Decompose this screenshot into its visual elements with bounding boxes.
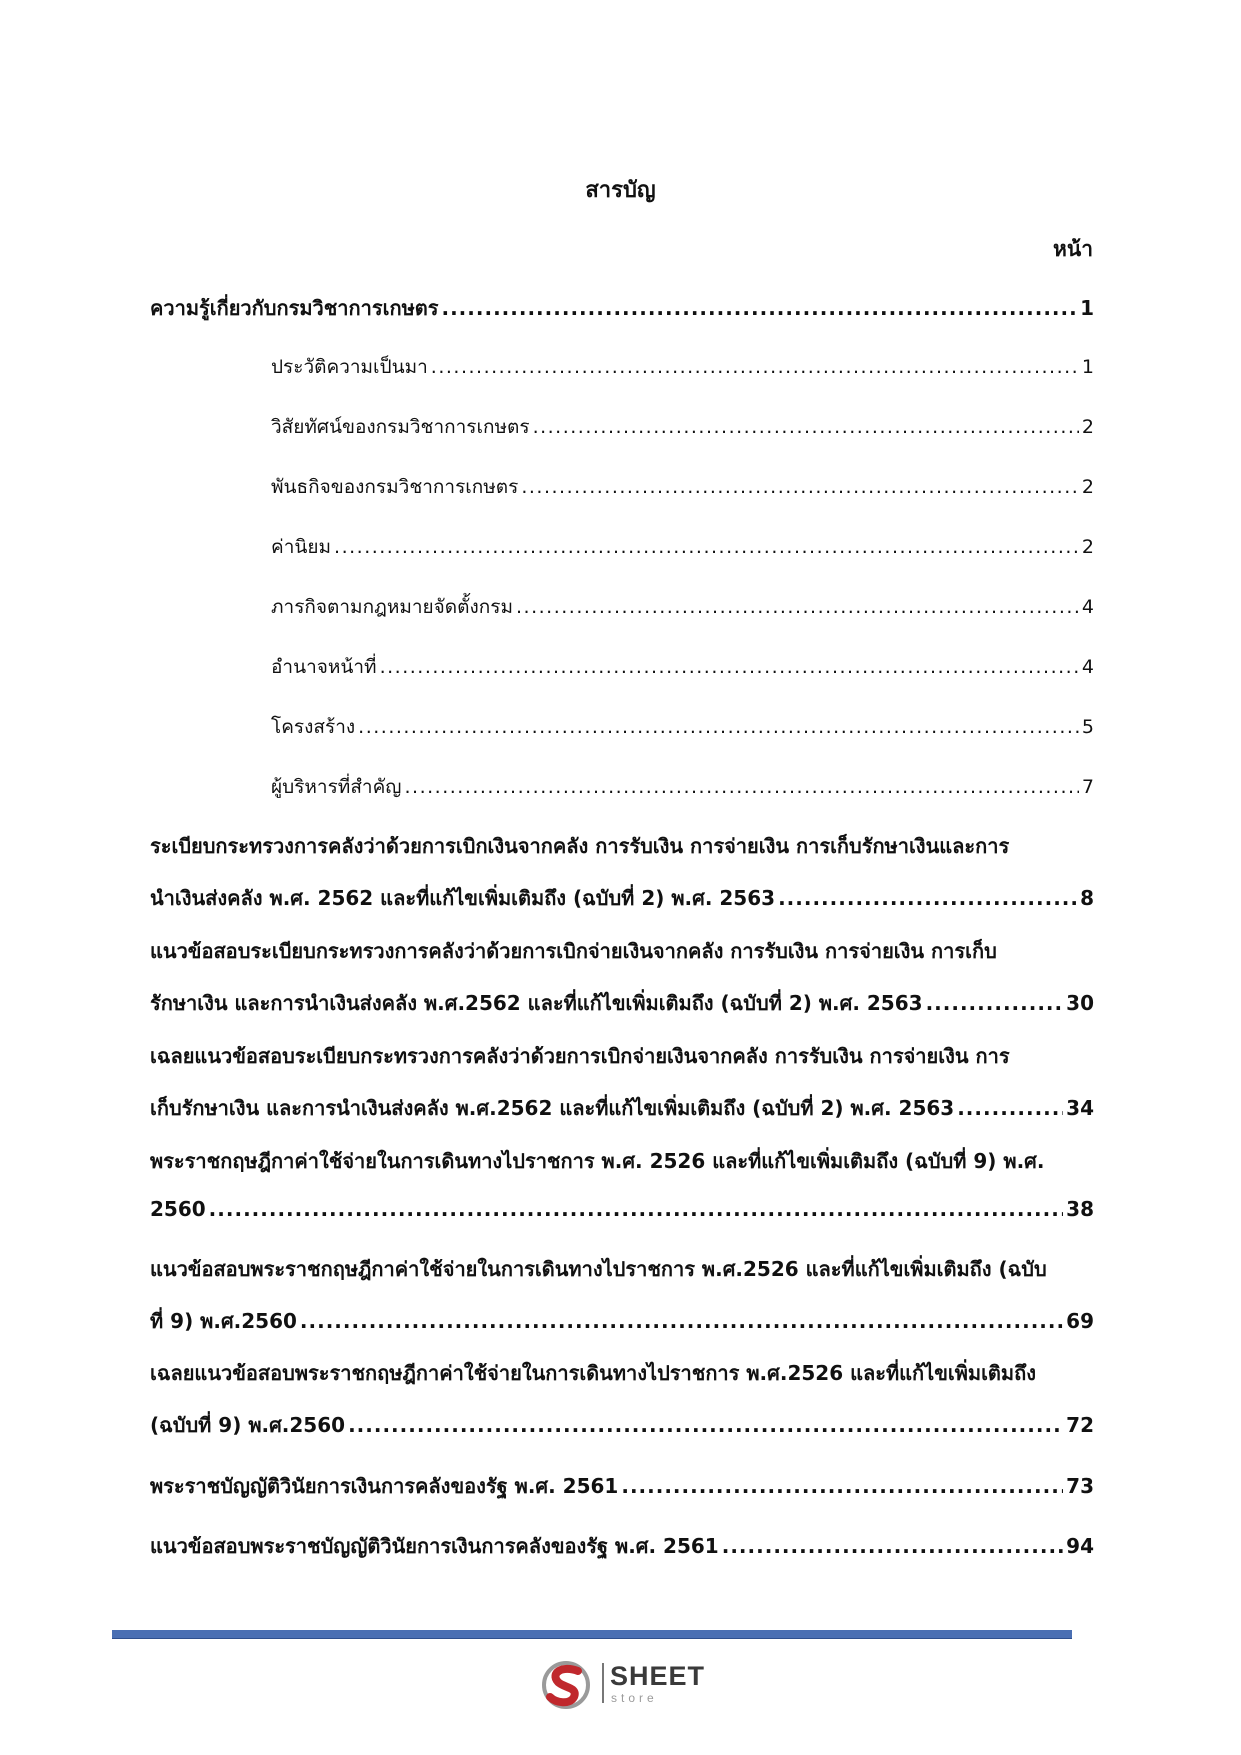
toc-entry[interactable] — [150, 1092, 1094, 1124]
toc-entry-text: 2560 — [150, 1197, 206, 1221]
toc-entry-page: 7 — [1081, 776, 1094, 798]
leader-dots — [348, 1413, 1063, 1437]
toc-entry[interactable] — [271, 772, 1094, 802]
toc-entry-page: 1 — [1081, 356, 1094, 378]
toc-entry-text: นำเงินส่งคลัง พ.ศ. 2562 และที่แก้ไขเพิ่มเติมถึง (ฉบับที่ 2) พ.ศ. 2563 — [150, 886, 776, 910]
toc-entry-text: ที่ 9) พ.ศ.2560 — [150, 1309, 297, 1333]
toc-entry[interactable] — [271, 652, 1094, 682]
toc-entry-text: ประวัติความเป็นมา — [271, 356, 428, 378]
leader-dots — [441, 296, 1077, 320]
toc-entry-text: ภารกิจตามกฎหมายจัดตั้งกรม — [271, 596, 513, 618]
toc-entry-text: พันธกิจของกรมวิชาการเกษตร — [271, 476, 519, 498]
toc-entry[interactable] — [150, 292, 1094, 324]
toc-entry-page: 5 — [1081, 716, 1094, 738]
toc-entry[interactable] — [150, 1305, 1094, 1337]
toc-entry-page: 69 — [1066, 1309, 1094, 1333]
toc-entry[interactable] — [271, 592, 1094, 622]
toc-entry[interactable] — [150, 1409, 1094, 1441]
toc-entry-line1: แนวข้อสอบพระราชกฤษฎีกาค่าใช้จ่ายในการเดินทางไปราชการ พ.ศ.2526 และที่แก้ไขเพิ่มเติมถึง (ฉบับ — [150, 1257, 1047, 1281]
leader-dots — [431, 356, 1079, 378]
toc-entry[interactable] — [150, 1470, 1094, 1502]
toc-entry-page: 4 — [1081, 596, 1094, 618]
leader-dots — [926, 991, 1064, 1015]
leader-dots — [334, 536, 1079, 558]
logo-separator — [602, 1663, 604, 1703]
toc-entry-text: โครงสร้าง — [271, 716, 356, 738]
toc-entry-page: 30 — [1066, 991, 1094, 1015]
toc-entry-text: รักษาเงิน และการนำเงินส่งคลัง พ.ศ.2562 และที่แก้ไขเพิ่มเติมถึง (ฉบับที่ 2) พ.ศ. 2563 — [150, 991, 923, 1015]
toc-entry-line1: เฉลยแนวข้อสอบพระราชกฤษฎีกาค่าใช้จ่ายในการเดินทางไปราชการ พ.ศ.2526 และที่แก้ไขเพิ่มเติมถึง — [150, 1361, 1036, 1385]
sheet-store-logo-mark-icon — [538, 1657, 598, 1713]
toc-entry-page: 2 — [1081, 416, 1094, 438]
leader-dots — [778, 886, 1077, 910]
page-column-header: หน้า — [1053, 237, 1093, 261]
leader-dots — [380, 656, 1079, 678]
toc-entry-page: 2 — [1081, 476, 1094, 498]
toc-entry-page: 2 — [1081, 536, 1094, 558]
toc-entry-page: 1 — [1080, 296, 1094, 320]
toc-entry-text: พระราชบัญญัติวินัยการเงินการคลังของรัฐ พ.ศ. 2561 — [150, 1474, 619, 1498]
toc-entry-text: ความรู้เกี่ยวกับกรมวิชาการเกษตร — [150, 296, 439, 320]
leader-dots — [621, 1474, 1063, 1498]
toc-entry-text: ผู้บริหารที่สำคัญ — [271, 776, 402, 798]
toc-entry-page: 73 — [1066, 1474, 1094, 1498]
toc-entry[interactable] — [150, 882, 1094, 914]
toc-entry-text: อำนาจหน้าที่ — [271, 656, 377, 678]
toc-title: สารบัญ — [585, 178, 656, 203]
leader-dots — [405, 776, 1079, 798]
leader-dots — [521, 476, 1079, 498]
leader-dots — [533, 416, 1079, 438]
toc-entry[interactable] — [150, 1197, 1094, 1221]
toc-entry-text: วิสัยทัศน์ของกรมวิชาการเกษตร — [271, 416, 530, 438]
leader-dots — [209, 1197, 1063, 1221]
toc-entry-page: 72 — [1066, 1413, 1094, 1437]
toc-entry[interactable] — [271, 472, 1094, 502]
toc-entry-page: 8 — [1080, 886, 1094, 910]
footer-divider — [112, 1630, 1072, 1639]
logo-wordmark: SHEET — [610, 1661, 706, 1691]
toc-entry-line1: แนวข้อสอบระเบียบกระทรวงการคลังว่าด้วยการเบิกจ่ายเงินจากคลัง การรับเงิน การจ่ายเงิน การเก็บ — [150, 939, 997, 963]
toc-entry[interactable] — [271, 532, 1094, 562]
toc-entry-line1: เฉลยแนวข้อสอบระเบียบกระทรวงการคลังว่าด้วยการเบิกจ่ายเงินจากคลัง การรับเงิน การจ่ายเงิน การ — [150, 1044, 1010, 1068]
leader-dots — [358, 716, 1079, 738]
toc-entry-text: (ฉบับที่ 9) พ.ศ.2560 — [150, 1413, 346, 1437]
toc-entry-text: เก็บรักษาเงิน และการนำเงินส่งคลัง พ.ศ.2562 และที่แก้ไขเพิ่มเติมถึง (ฉบับที่ 2) พ.ศ. 2563 — [150, 1096, 955, 1120]
toc-entry-page: 94 — [1066, 1534, 1094, 1558]
toc-entry[interactable] — [150, 1530, 1094, 1562]
sheet-store-logo — [538, 1657, 718, 1713]
leader-dots — [722, 1534, 1063, 1558]
logo-subtext: store — [611, 1691, 658, 1705]
toc-entry[interactable] — [271, 412, 1094, 442]
toc-entry-line1: ระเบียบกระทรวงการคลังว่าด้วยการเบิกเงินจากคลัง การรับเงิน การจ่ายเงิน การเก็บรักษาเงินและการ — [150, 834, 1010, 858]
leader-dots — [957, 1096, 1063, 1120]
toc-entry-page: 34 — [1066, 1096, 1094, 1120]
toc-entry-line1: พระราชกฤษฎีกาค่าใช้จ่ายในการเดินทางไปราชการ พ.ศ. 2526 และที่แก้ไขเพิ่มเติมถึง (ฉบับที่ 9) พ.ศ. — [150, 1149, 1045, 1173]
toc-entry-text: แนวข้อสอบพระราชบัญญัติวินัยการเงินการคลังของรัฐ พ.ศ. 2561 — [150, 1534, 719, 1558]
toc-entry-page: 38 — [1066, 1197, 1094, 1221]
toc-entry[interactable] — [271, 352, 1094, 382]
leader-dots — [300, 1309, 1063, 1333]
toc-entry-page: 4 — [1081, 656, 1094, 678]
toc-entry[interactable] — [271, 712, 1094, 742]
toc-entry[interactable] — [150, 987, 1094, 1019]
toc-entry-text: ค่านิยม — [271, 536, 332, 558]
leader-dots — [516, 596, 1079, 618]
